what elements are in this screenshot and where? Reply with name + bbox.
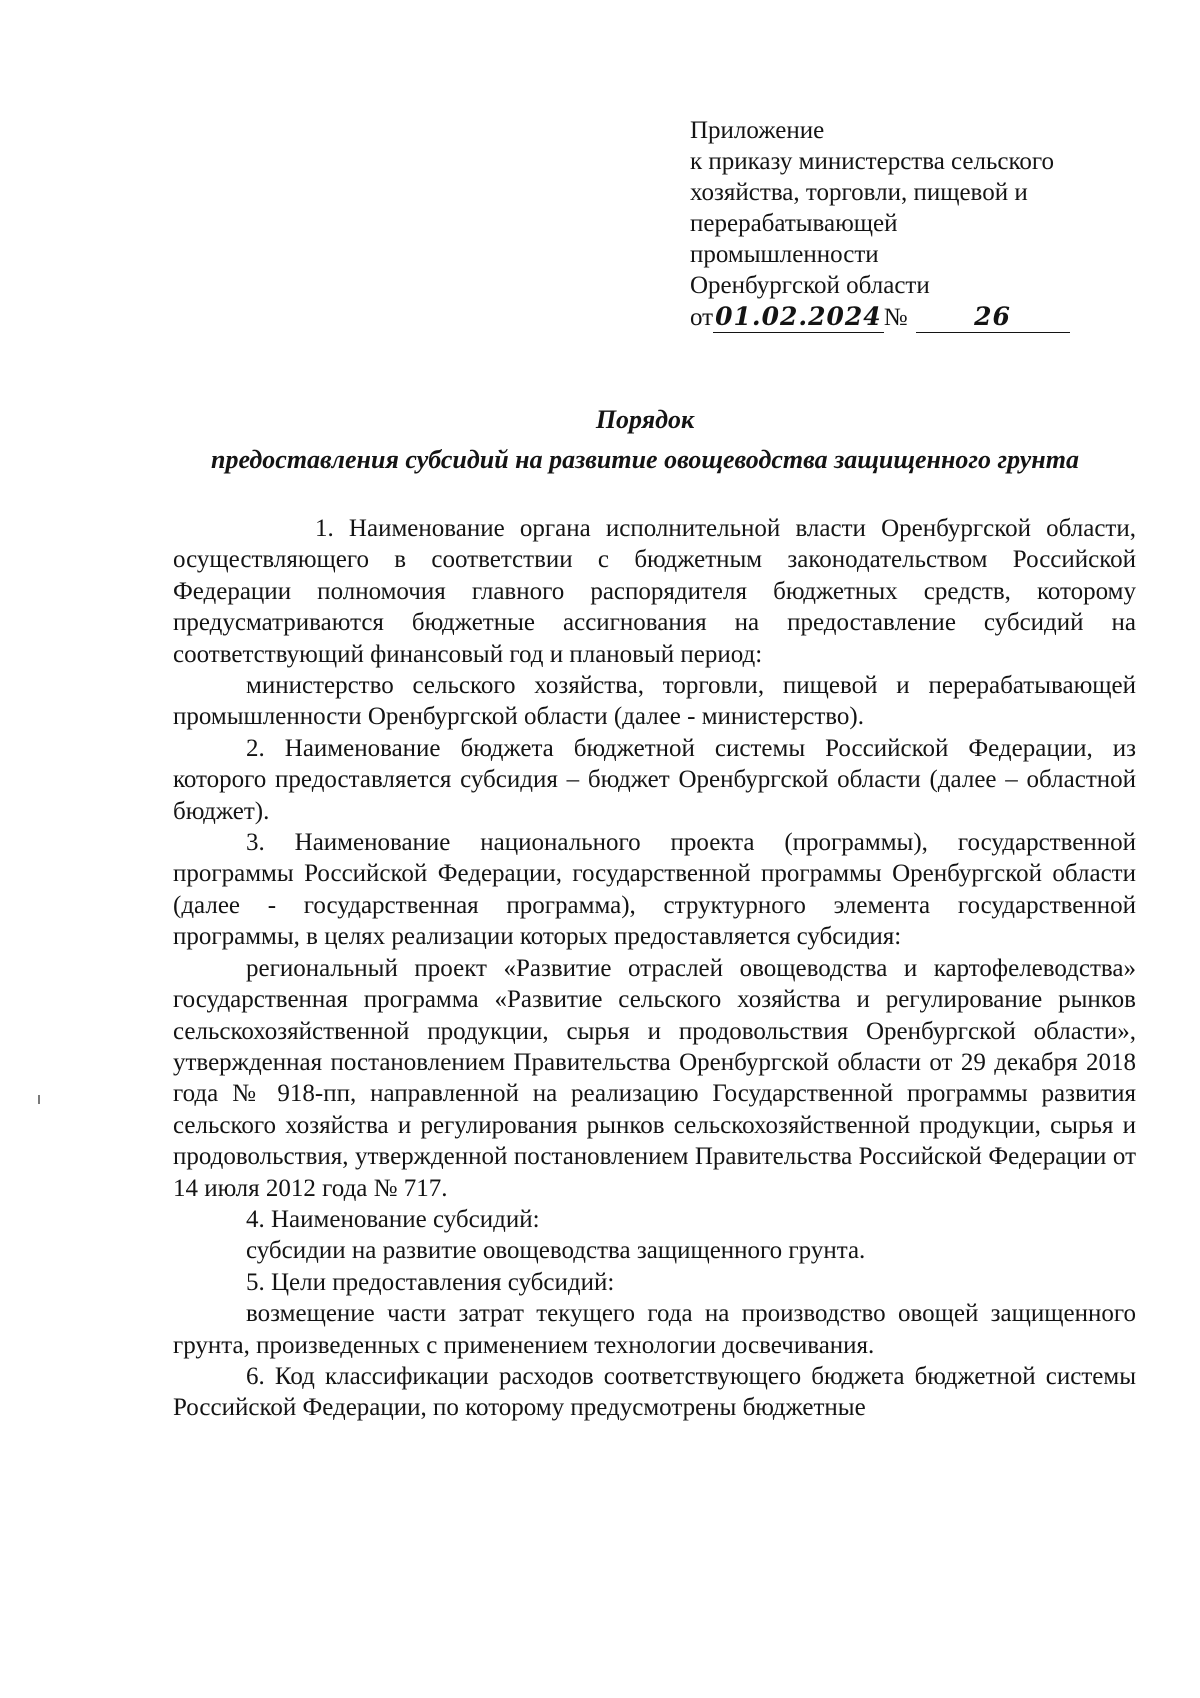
annex-line-3: хозяйства, торговли, пищевой и xyxy=(690,179,1028,206)
paragraph-1: 1. Наименование органа исполнительной власти Оренбургской области, осуществляющего в соответствии с бюджетным законодательством Российской Федерации полномочия главного распорядителя бюджетных средств, которому предусматриваются бюджетные ассигнования на предоставление субсидий на соответствующий финансовый год и плановый период: xyxy=(173,515,1136,668)
annex-line-1: Приложение xyxy=(690,117,825,144)
document-body xyxy=(173,513,1136,1424)
annex-line-5: промышленности xyxy=(690,241,879,268)
paragraph-7: субсидии на развитие овощеводства защищенного грунта. xyxy=(246,1237,866,1265)
paragraph-6: 4. Наименование субсидий: xyxy=(246,1205,540,1233)
order-date-number-line xyxy=(690,301,1110,333)
handwritten-date: 01.02.2024 xyxy=(715,302,882,331)
paragraph-9: возмещение части затрат текущего года на производство овощей защищенного грунта, произведенных с применением технологии досвечивания. xyxy=(173,1300,1136,1359)
scan-mark xyxy=(38,1095,40,1104)
handwritten-number: 26 xyxy=(916,301,1070,333)
number-prefix: № xyxy=(883,304,908,331)
title-line-1: Порядок xyxy=(595,405,695,434)
date-prefix: от xyxy=(690,304,714,331)
paragraph-4: 3. Наименование национального проекта (программы), государственной программы Российской Федерации, государственной программы Оренбургской области (далее - государственная программа), структурного элемента государственной программы, в целях реализации которых предоставляется субсидия: xyxy=(173,829,1136,951)
paragraph-5: региональный проект «Развитие отраслей овощеводства и картофелеводства» государственная программа «Развитие сельского хозяйства и регулирование рынков сельскохозяйственной продукции, сырья и продовольствия Оренбургской области», утвержденная постановлением Правительства Оренбургской области от 29 декабря 2018 года № 918-пп, направленной на реализацию Государственной программы развития сельского хозяйства и регулирования рынков сельскохозяйственной продукции, сырья и продовольствия, утвержденной постановлением Правительства Российской Федерации от 14 июля 2012 года № 717. xyxy=(173,954,1136,1202)
document-title xyxy=(150,400,1140,480)
paragraph-8: 5. Цели предоставления субсидий: xyxy=(246,1268,615,1296)
annex-line-4: перерабатывающей xyxy=(690,210,898,237)
annex-line-6: Оренбургской области xyxy=(690,272,930,299)
title-line-2: предоставления субсидий на развитие овощеводства защищенного грунта xyxy=(211,445,1079,474)
paragraph-2: министерство сельского хозяйства, торговли, пищевой и перерабатывающей промышленности Оренбургской области (далее - министерство). xyxy=(173,672,1136,731)
paragraph-3: 2. Наименование бюджета бюджетной системы Российской Федерации, из которого предоставляется субсидия – бюджет Оренбургской области (далее – областной бюджет). xyxy=(173,734,1136,825)
annex-block xyxy=(690,115,1110,333)
paragraph-10: 6. Код классификации расходов соответствующего бюджета бюджетной системы Российской Федерации, по которому предусмотрены бюджетные xyxy=(173,1362,1136,1422)
annex-line-2: к приказу министерства сельского xyxy=(690,148,1055,175)
